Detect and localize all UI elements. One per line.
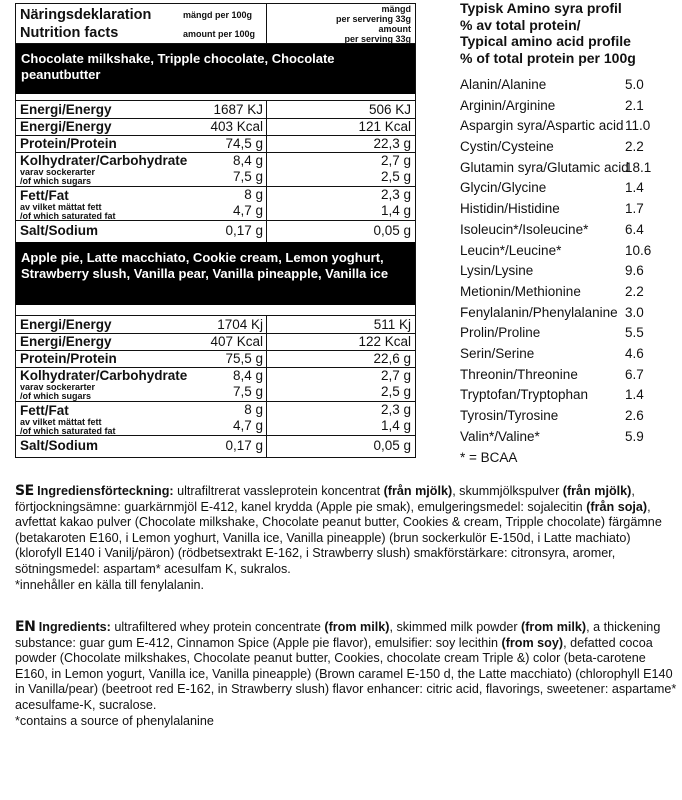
sugars-label: varav sockerarter /of which sugars xyxy=(20,382,96,401)
bcaa-footnote: * = BCAA xyxy=(460,450,518,466)
sugars-label: varav sockerarter /of which sugars xyxy=(20,167,96,186)
row-energy-kcal: Energi/Energy 407 Kcal 122 Kcal xyxy=(16,334,415,351)
flavor-group-other: Apple pie, Latte macchiato, Cookie cream, Lemon yoghurt, Strawberry slush, Vanilla pear, Vanilla pineapple, Vanilla ice xyxy=(16,242,415,305)
amino-row: Isoleucin*/Isoleucine* 6.4 xyxy=(460,221,644,237)
amino-row: Lysin/Lysine 9.6 xyxy=(460,263,644,279)
nutrient-rows-other xyxy=(16,315,415,457)
per100-label-sv: mängd per 100g xyxy=(183,10,253,20)
ingredients-heading: Ingredients: xyxy=(38,620,111,634)
per100-label-en: amount per 100g xyxy=(183,29,256,39)
saturated-label: av vilket mättat fett /of which saturated fat xyxy=(20,202,116,221)
amino-row: Glycin/Glycine 1.4 xyxy=(460,180,644,196)
amino-row: Aspargin syra/Aspartic acid 11.0 xyxy=(460,118,651,134)
amino-row: Glutamin syra/Glutamic acid 18.1 xyxy=(460,159,652,175)
nutrition-title-sv: Näringsdeklaration xyxy=(20,7,152,23)
amino-row: Tyrosin/Tyrosine 2.6 xyxy=(460,408,644,423)
amino-row: Valin*/Valine* 5.9 xyxy=(460,428,644,444)
ingredients-en: EN Ingredients: ultrafiltered whey protein concentrate (from milk), skimmed milk powder (from milk), a thickening substance: guar gum E-412, Cinnamon Spice (Apple pie flavor), emulsifier: soy lecithin (from soy), defatted cocoa powder (Chocolate milkshakes, Chocolate peanut butter, Cookies, chocolate cream Triple &) color (beta-carotene E160, in Lemon yogurt, Vanilla ice, Vanilla pineapple) (Brown caramel E-150 d, the Latte macchiato) (chlorophyll E140 in Vanilla/pear) (beetroot red E-162, in Strawberry slush) flavor enhancer: citric acid, flavorings, sweetener: aspartame* acesulfame-K, sucralose. *contains a source of phenylalanine xyxy=(15,620,679,729)
amino-row: Serin/Serine 4.6 xyxy=(460,345,644,361)
row-fat: Fett/Fat 8 g 2,3 g av vilket mättat fett /of which saturated fat 4,7 g 1,4 g xyxy=(16,187,415,221)
row-energy-kcal: Energi/Energy 403 Kcal 121 Kcal xyxy=(16,119,415,136)
row-carbohydrate: Kolhydrater/Carbohydrate 8,4 g 2,7 g varav sockerarter /of which sugars 7,5 g 2,5 g xyxy=(16,368,415,402)
ingredients-note: *contains a source of phenylalanine xyxy=(15,713,214,728)
amino-title: Typisk Amino syra profil % av total protein/ Typical amino acid profile % of total protein per 100g xyxy=(460,0,636,66)
nutrition-table xyxy=(15,3,416,458)
amino-row: Tryptofan/Tryptophan 1.4 xyxy=(460,387,644,403)
amino-row: Arginin/Arginine 2.1 xyxy=(460,97,644,113)
nutrition-header xyxy=(16,4,415,44)
row-energy-kj: Energi/Energy 1687 KJ 506 KJ xyxy=(16,101,415,119)
row-protein: Protein/Protein 75,5 g 22,6 g xyxy=(16,351,415,368)
ingredients-heading: Ingrediensförteckning: xyxy=(37,484,174,498)
saturated-label: av vilket mättat fett /of which saturated fat xyxy=(20,417,116,436)
amino-row: Histidin/Histidine 1.7 xyxy=(460,201,644,217)
amino-row: Leucin*/Leucine* 10.6 xyxy=(460,242,652,258)
row-protein: Protein/Protein 74,5 g 22,3 g xyxy=(16,136,415,153)
column-divider xyxy=(266,4,267,43)
nutrient-rows-chocolate xyxy=(16,100,415,242)
amino-row: Prolin/Proline 5.5 xyxy=(460,325,644,341)
row-salt: Salt/Sodium 0,17 g 0,05 g xyxy=(20,223,411,238)
amino-row: Cystin/Cysteine 2.2 xyxy=(460,139,644,155)
nutrition-title-en: Nutrition facts xyxy=(20,25,119,41)
flavor-group-chocolate: Chocolate milkshake, Tripple chocolate, Chocolate peanutbutter xyxy=(16,44,415,94)
lang-code-se: SE xyxy=(15,483,34,499)
serving-label-sv: mängd per servering 33g xyxy=(335,4,411,24)
ingredients-sv: SE Ingrediensförteckning: ultrafiltrerat vassleprotein koncentrat (från mjölk), skummjölkspulver (från mjölk), förtjockningsämne: guarkärnmjöl E-412, kanel krydda (Apple pie smak), emulgeringsmedel: sojalecitin (från soja), avfettat kakao pulver (Chocolate milkshake, Chocolate peanut butter, Cookies & cream, Tripple chocolate) färgämne (betakaroten E160, i Lemon yoghurt, Vanilla ice, Vanilla pineapple) (brun sockerkulör E-150d, i Latte machiato) (klorofyll E140 i Vanilj/päron) (rödbetsextrakt E-162, i Strawberry slush) smakförstärkare: citronsyra, aromer, sötningsmedel: aspartam* acesulfam K, sukralos. *innehåller en källa till fenylalanin. xyxy=(15,484,679,593)
amino-row: Alanin/Alanine 5.0 xyxy=(460,77,644,92)
serving-label-en: amount per serving 33g xyxy=(344,24,411,44)
row-fat: Fett/Fat 8 g 2,3 g av vilket mättat fett /of which saturated fat 4,7 g 1,4 g xyxy=(16,402,415,436)
row-energy-kj: Energi/Energy 1704 Kj 511 Kj xyxy=(16,316,415,334)
lang-code-en: EN xyxy=(15,619,36,635)
amino-row: Fenylalanin/Phenylalanine 3.0 xyxy=(460,304,644,320)
amino-row: Threonin/Threonine 6.7 xyxy=(460,366,644,382)
ingredients-note: *innehåller en källa till fenylalanin. xyxy=(15,577,205,592)
row-carbohydrate: Kolhydrater/Carbohydrate 8,4 g 2,7 g varav sockerarter /of which sugars 7,5 g 2,5 g xyxy=(16,153,415,187)
amino-acid-profile xyxy=(460,0,675,465)
row-salt: Salt/Sodium 0,17 g 0,05 g xyxy=(20,438,411,453)
amino-row: Metionin/Methionine 2.2 xyxy=(460,283,644,299)
